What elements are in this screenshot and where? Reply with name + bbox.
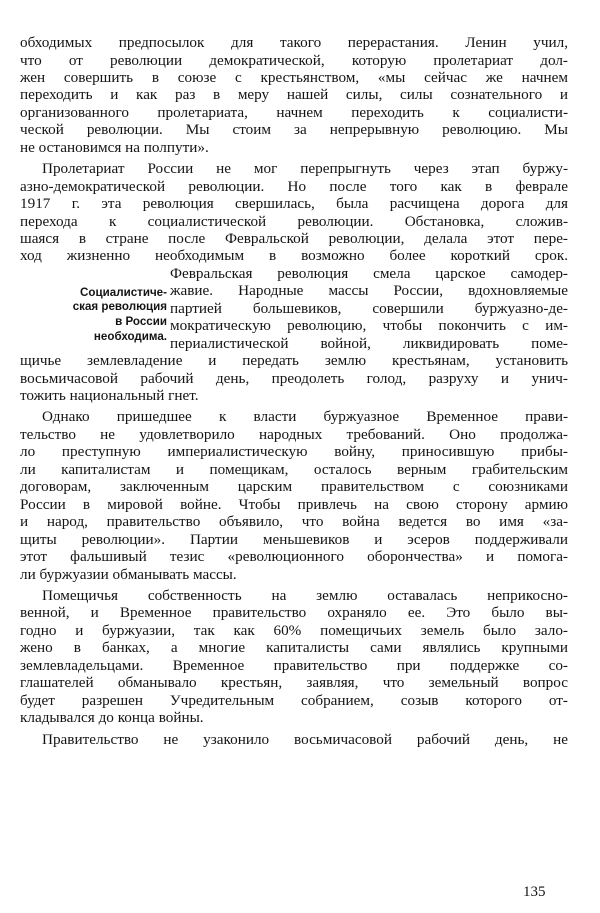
text-line: переходить и как раз в меру нашей силы, силы сознательного и [20,86,568,104]
text-line: Февральская революция смела царское самодер- [170,264,568,282]
text-line: ли буржуазии обманывать массы. [20,565,237,583]
text-line: что от революции демократической, которую пролетариат дол- [20,51,568,69]
text-line: восьмичасовой рабочий день, преодолеть голод, разруху и унич- [20,369,568,387]
text-line: глашателей обманывало крестьян, заявляя, что земельный вопрос [20,674,568,692]
text-line: Пролетариат России не мог перепрыгнуть через этап буржу- [42,160,568,178]
margin-note-line: Социалистиче- [80,285,167,299]
text-line: будет разрешен Учредительным собранием, созыв которого от- [20,691,568,709]
text-line: Правительство не узаконило восьмичасовой рабочий день, не [42,730,568,748]
text-line: ход жизненно необходимым в возможно более короткий срок. [20,247,568,265]
text-line: годно и буржуазии, так как 60% помещичьих земель было зало- [20,621,568,639]
text-block [20,0,568,913]
text-line: жавие. Народные массы России, вдохновляемые [170,282,568,300]
text-line: периалистической войной, ликвидировать поме- [170,334,568,352]
text-line: жено в банках, а многие капиталисты сами являлись крупными [20,639,568,657]
text-line: Помещичья собственность на землю оставалась неприкосно- [42,587,568,604]
text-line: венной, и Временное правительство охраняло ее. Это было вы- [20,604,568,622]
text-line: землевладельцами. Временное правительство при поддержке со- [20,656,568,674]
text-line: 1917 г. эта революция свершилась, была расчищена дорога для [20,195,568,212]
text-line: азно-демократической революции. Но после того как в феврале [20,177,568,195]
text-line: не остановимся на полпути». [20,138,209,156]
text-line: тожить национальный гнет. [20,387,199,404]
margin-note-line: необходима. [93,329,167,343]
text-line: шаяся в стране после Февральской революции, делала этот пере- [20,229,568,247]
text-line: Однако пришедшее к власти буржуазное Временное прави- [42,408,568,426]
text-line: перехода к социалистической революции. Обстановка, сложив- [20,212,568,230]
text-line: России в мировой войне. Чтобы привлечь на свою сторону армию [20,495,568,513]
text-line: ческой революции. Мы стоим за непрерывную революцию. Мы [20,121,568,139]
page-number: 135 [523,884,546,900]
margin-note-line: ская революция [72,300,167,314]
text-line: ли капиталистам и помещикам, осталось верным грабительским [20,460,568,478]
text-line: мократическую революцию, чтобы покончить с им- [170,317,568,335]
text-line: организованного пролетариата, начнем переходить к социалисти- [20,103,568,121]
text-line: щиты революции». Партии меньшевиков и эсеров поддерживали [20,530,568,548]
text-line: щичье землевладение и передать землю крестьянам, установить [20,352,568,370]
text-line: и народ, правительство объявило, что война ведется во имя «за- [20,513,568,531]
text-line: кладывался до конца войны. [20,709,204,727]
margin-note [20,286,167,344]
text-line: жен совершить в союзе с крестьянством, «мы сейчас же начнем [20,68,568,86]
text-line: ло преступную империалистическую войну, приносившую прибы- [20,443,568,461]
text-line: партией большевиков, совершили буржуазно-де- [170,299,568,317]
text-line: этот фальшивый тезис «революционного оборончества» и помога- [20,548,568,565]
text-line: тельство не удовлетворило народных требований. Оно продолжа- [20,425,568,443]
margin-note-line: в России [115,314,167,328]
text-line: обходимых предпосылок для такого перерастания. Ленин учил, [20,34,568,51]
text-line: договорам, заключенным царским правительством с союзниками [20,478,568,496]
